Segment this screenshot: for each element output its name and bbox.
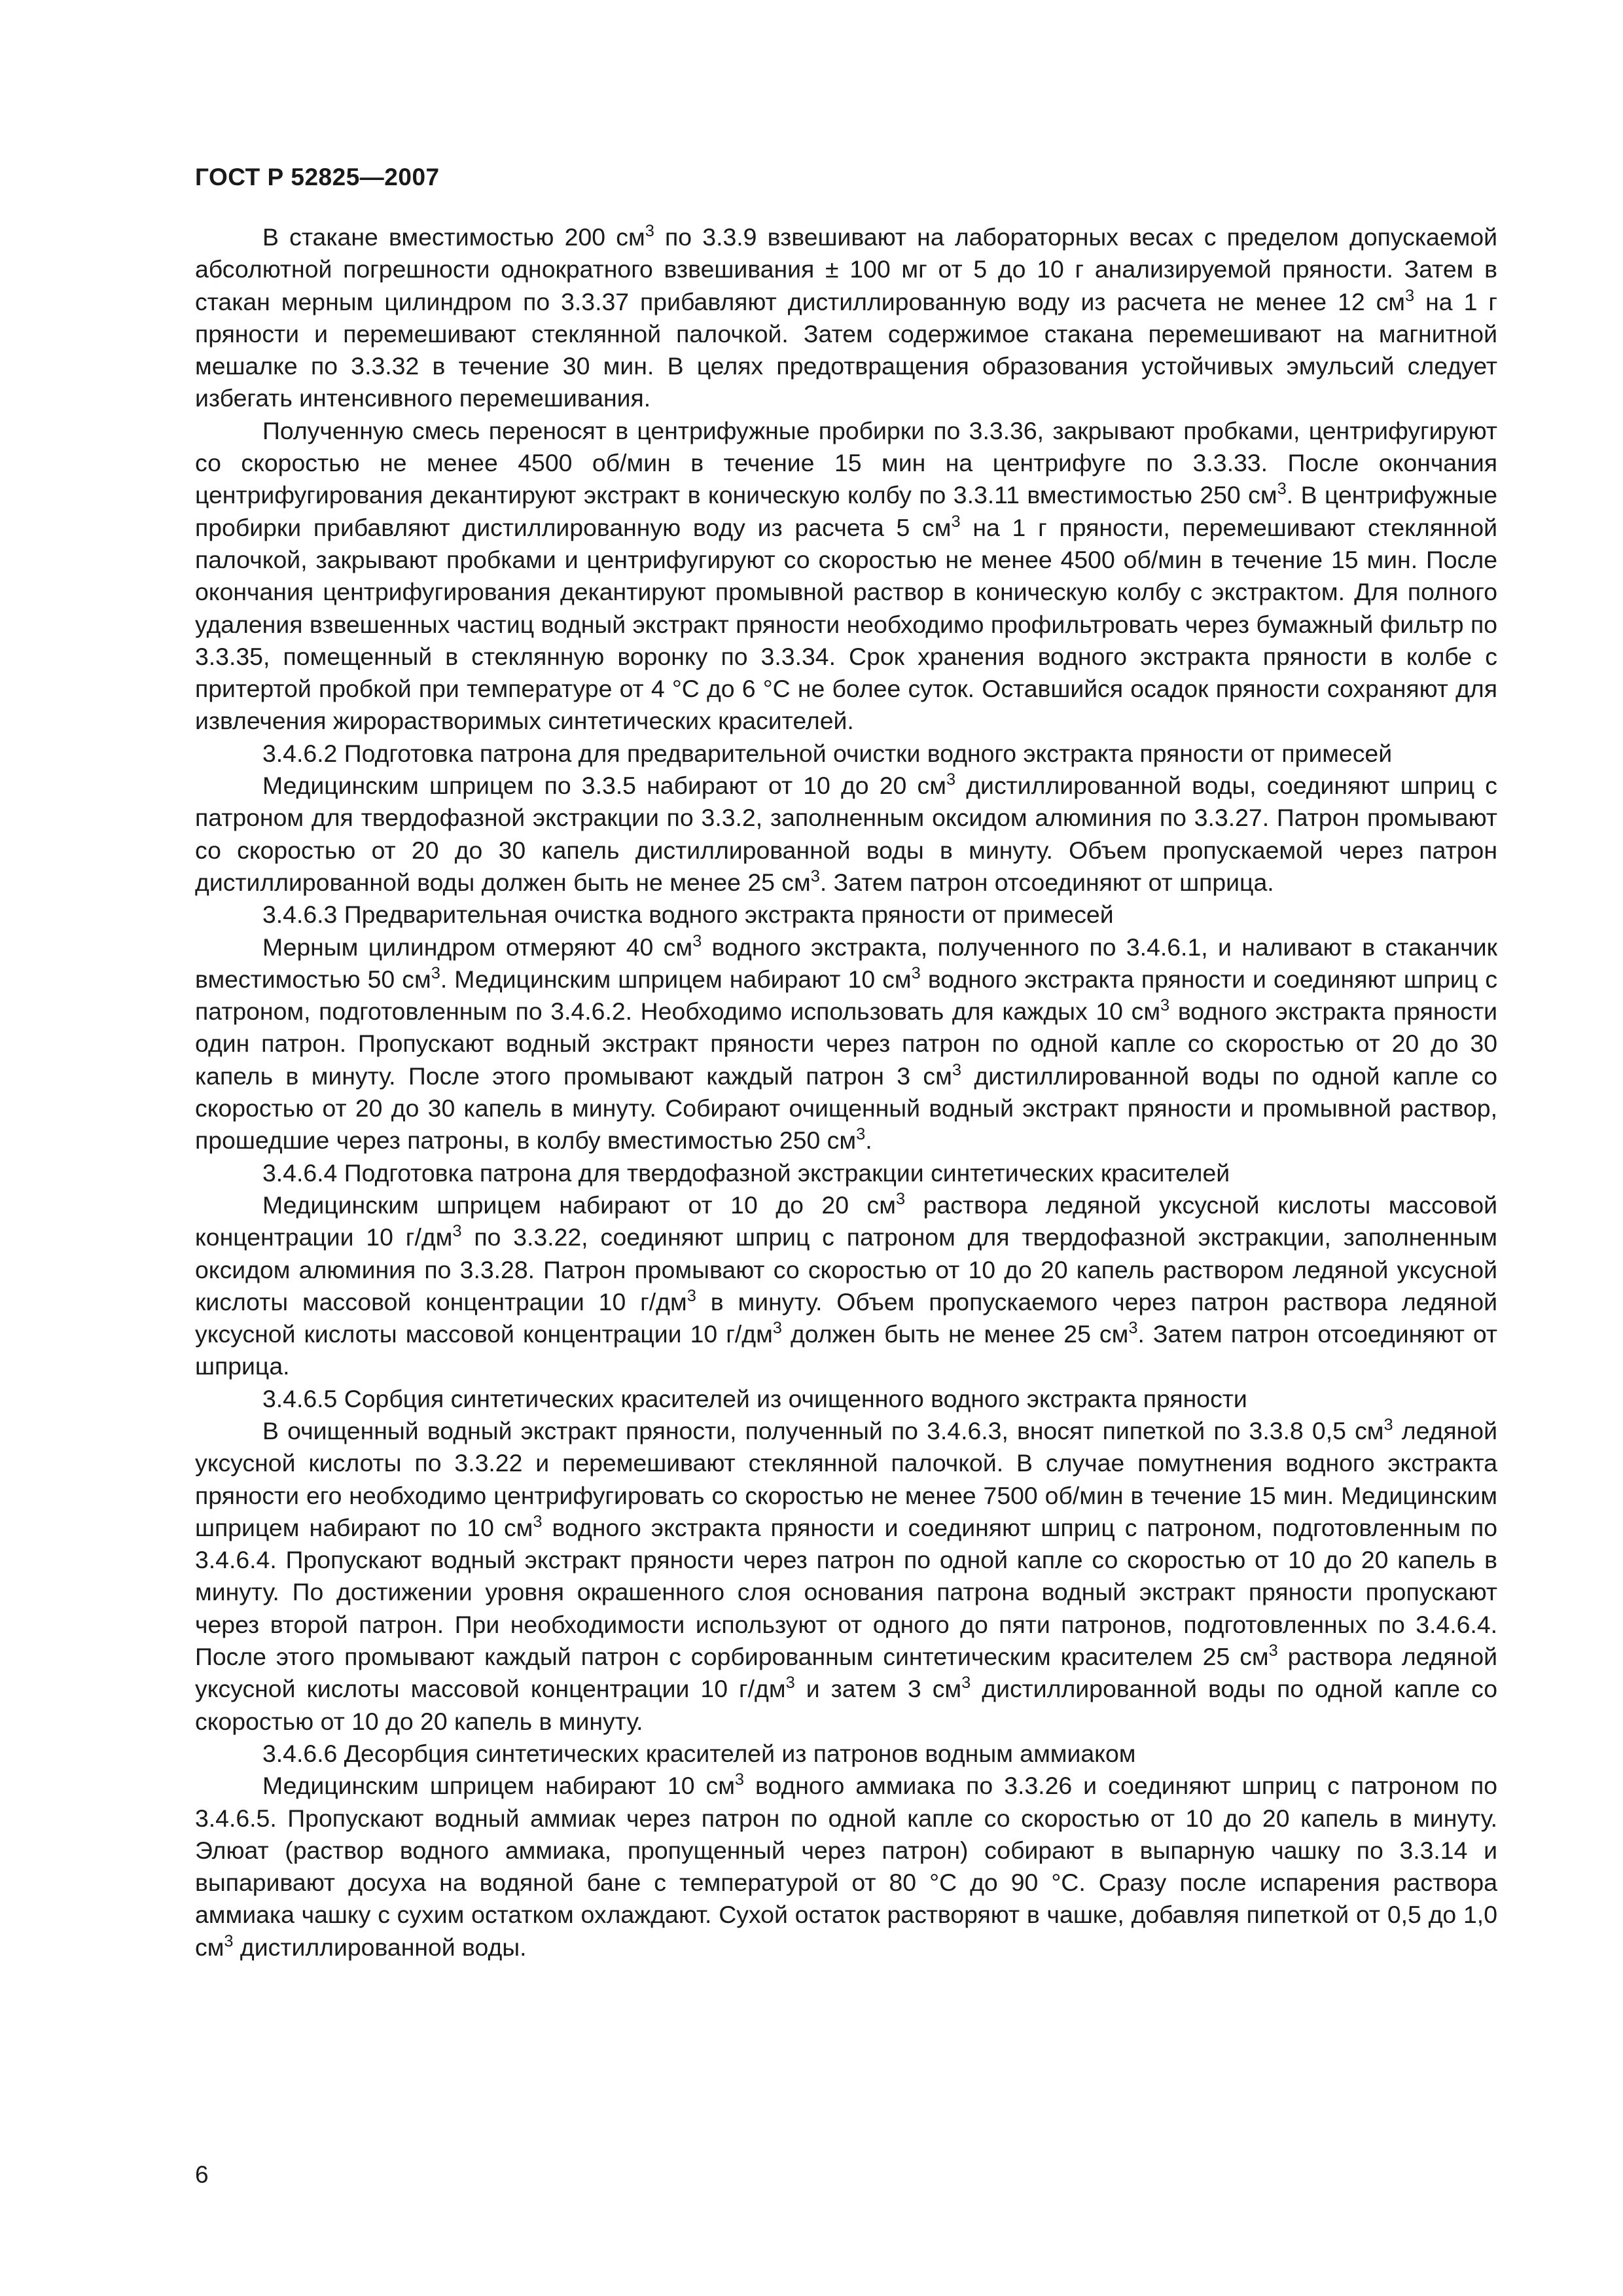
- document-body: [195, 221, 1497, 1964]
- section-heading: 3.4.6.6 Десорбция синтетических красителей из патронов водным аммиаком: [262, 1739, 1136, 1767]
- section-heading: 3.4.6.3 Предварительная очистка водного экстракта пряности от примесей: [262, 901, 1114, 929]
- paragraph: Медицинским шприцем по 3.3.5 набирают от 10 до 20 $см^3$ дистиллированной воды, соединяют шприц с патроном для твердофазной экстракции по 3.3.2, заполненным оксидом алюминия по 3.3.27. Патрон промывают со скоростью от 20 до 30 капель дистиллированной воды в минуту. Объем пропускаемой через патрон дистиллированной воды должен быть не менее 25 $см^3$. Затем патрон отсоединяют от шприца.: [195, 770, 1498, 896]
- page-number: 6: [195, 2161, 209, 2188]
- paragraph: Полученную смесь переносят в центрифужные пробирки по 3.3.36, закрывают пробками, центрифугируют со скоростью не менее 4500 об/мин в течение 15 мин на центрифуге по 3.3.33. После окончания центрифугирования декантируют экстракт в коническую колбу по 3.3.11 вместимостью 250 $см^3$. В центрифужные пробирки прибавляют дистиллированную воду из расчета 5 $см^3$ на 1 г пряности, перемешивают стеклянной палочкой, закрывают пробками и центрифугируют со скоростью не менее 4500 об/мин в течение 15 мин. После окончания центрифугирования декантируют промывной раствор в коническую колбу с экстрактом. Для полного удаления взвешенных частиц водный экстракт пряности необходимо профильтровать через бумажный фильтр по 3.3.35, помещенный в стеклянную воронку по 3.3.34. Срок хранения водного экстракта пряности в колбе с притертой пробкой при температуре от 4 °С до 6 °С не более суток. Оставшийся осадок пряности сохраняют для извлечения жирорастворимых синтетических красителей.: [195, 416, 1497, 735]
- section-heading: 3.4.6.2 Подготовка патрона для предварительной очистки водного экстракта пряности от примесей: [262, 739, 1393, 767]
- document-header: ГОСТ Р 52825—2007: [195, 164, 440, 190]
- paragraph: Медицинским шприцем набирают 10 $см^3$ водного аммиака по 3.3.26 и соединяют шприц с патроном по 3.4.6.5. Пропускают водный аммиак через патрон по одной капле со скоростью от 10 до 20 капель в минуту. Элюат (раствор водного аммиака, пропущенный через патрон) собирают в выпарную чашку по 3.3.14 и выпаривают досуха на водяной бане с температурой от 80 °С до 90 °С. Сразу после испарения раствора аммиака чашку с сухим остатком охлаждают. Сухой остаток растворяют в чашке, добавляя пипеткой от 0,5 до 1,0 $см^3$ дистиллированной воды.: [195, 1770, 1497, 1961]
- paragraph: Мерным цилиндром отмеряют 40 $см^3$ водного экстракта, полученного по 3.4.6.1, и наливают в стаканчик вместимостью 50 $см^3$. Медицинским шприцем набирают 10 $см^3$ водного экстракта пряности и соединяют шприц с патроном, подготовленным по 3.4.6.2. Необходимо использовать для каждых 10 $см^3$ водного экстракта пряности один патрон. Пропускают водный экстракт пряности через патрон по одной капле со скоростью от 20 до 30 капель в минуту. После этого промывают каждый патрон 3 $см^3$ дистиллированной воды по одной капле со скоростью от 20 до 30 капель в минуту. Собирают очищенный водный экстракт пряности и промывной раствор, прошедшие через патроны, в колбу вместимостью 250 $см^3$.: [195, 931, 1498, 1155]
- paragraph: Медицинским шприцем набирают от 10 до 20 $см^3$ раствора ледяной уксусной кислоты массовой концентрации 10 $г/дм^3$ по 3.3.22, соединяют шприц с патроном для твердофазной экстракции, заполненным оксидом алюминия по 3.3.28. Патрон промывают со скоростью от 10 до 20 капель раствором ледяной уксусной кислоты массовой концентрации 10 $г/дм^3$ в минуту. Объем пропускаемого через патрон раствора ледяной уксусной кислоты массовой концентрации 10 $г/дм^3$ должен быть не менее 25 $см^3$. Затем патрон отсоединяют от шприца.: [195, 1189, 1497, 1380]
- section-heading: 3.4.6.4 Подготовка патрона для твердофазной экстракции синтетических красителей: [262, 1158, 1230, 1187]
- section-heading: 3.4.6.5 Сорбция синтетических красителей из очищенного водного экстракта пряности: [262, 1384, 1247, 1412]
- paragraph: В очищенный водный экстракт пряности, полученный по 3.4.6.3, вносят пипеткой по 3.3.8 0,5 $см^3$ ледяной уксусной кислоты по 3.3.22 и перемешивают стеклянной палочкой. В случае помутнения водного экстракта пряности его необходимо центрифугировать со скоростью не менее 7500 об/мин в течение 15 мин. Медицинским шприцем набирают по 10 $см^3$ водного экстракта пряности и соединяют шприц с патроном, подготовленным по 3.4.6.4. Пропускают водный экстракт пряности через патрон по одной капле со скоростью от 10 до 20 капель в минуту. По достижении уровня окрашенного слоя основания патрона водный экстракт пряности пропускают через второй патрон. При необходимости используют от одного до пяти патронов, подготовленных по 3.4.6.4. После этого промывают каждый патрон с сорбированным синтетическим красителем 25 $см^3$ раствора ледяной уксусной кислоты массовой концентрации 10 $г/дм^3$ и затем 3 $см^3$ дистиллированной воды по одной капле со скоростью от 10 до 20 капель в минуту.: [195, 1416, 1498, 1735]
- paragraph: В стакане вместимостью 200 $см^3$ по 3.3.9 взвешивают на лабораторных весах с пределом допускаемой абсолютной погрешности однократного взвешивания ± 100 мг от 5 до 10 г анализируемой пряности. Затем в стакан мерным цилиндром по 3.3.37 прибавляют дистиллированную воду из расчета не менее 12 $см^3$ на 1 г пряности и перемешивают стеклянной палочкой. Затем содержимое стакана перемешивают на магнитной мешалке по 3.3.32 в течение 30 мин. В целях предотвращения образования устойчивых эмульсий следует избегать интенсивного перемешивания.: [195, 222, 1498, 412]
